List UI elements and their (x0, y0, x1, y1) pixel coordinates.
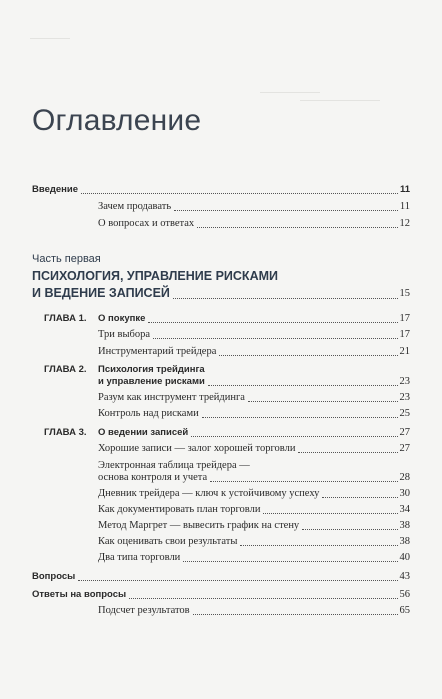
toc-item[interactable] (98, 488, 410, 500)
chapter-title-line2: и управление рисками (98, 376, 205, 387)
leader-dots (197, 227, 397, 228)
toc-chapter[interactable] (98, 427, 410, 439)
toc-item-label: Контроль над рисками (98, 408, 199, 419)
part-label: Часть первая (32, 253, 101, 265)
toc-questions[interactable] (32, 571, 410, 583)
toc-intro-label: Введение (32, 184, 79, 195)
toc-item-label: Метод Маргрет — вывесить график на стену (98, 520, 300, 531)
toc-item-label: О вопросах и ответах (98, 218, 195, 229)
toc-page: 17 (399, 329, 410, 340)
toc-page: 27 (399, 427, 410, 438)
toc-page: 25 (399, 408, 410, 419)
toc-page: 34 (399, 504, 410, 515)
part-title-line2: И ВЕДЕНИЕ ЗАПИСЕЙ (32, 286, 170, 300)
leader-dots (202, 417, 398, 418)
leader-dots (298, 452, 397, 453)
toc-item[interactable] (98, 472, 410, 484)
leader-dots (208, 385, 398, 386)
toc-item-label: Разум как инструмент трейдинга (98, 392, 245, 403)
toc-chapter[interactable] (98, 376, 410, 388)
toc-item[interactable] (98, 536, 410, 548)
toc-part[interactable] (32, 286, 410, 301)
chapter-title: О ведении записей (98, 427, 189, 438)
leader-dots (129, 598, 397, 599)
toc-page: 23 (399, 376, 410, 387)
toc-page: 28 (399, 472, 410, 483)
page-title: Оглавление (32, 104, 202, 137)
toc-item[interactable] (98, 605, 410, 617)
bleed-through (0, 0, 442, 110)
leader-dots (193, 614, 398, 615)
toc-page: 15 (399, 288, 410, 299)
toc-intro[interactable] (32, 184, 410, 196)
leader-dots (81, 193, 398, 194)
toc-page: 23 (399, 392, 410, 403)
chapter-label: ГЛАВА 1. (44, 313, 87, 324)
toc-item[interactable] (98, 346, 410, 358)
toc-item[interactable] (98, 443, 410, 455)
toc-page: 21 (399, 346, 410, 357)
part-title-line1: ПСИХОЛОГИЯ, УПРАВЛЕНИЕ РИСКАМИ (32, 269, 278, 283)
toc-item[interactable] (98, 392, 410, 404)
toc-answers[interactable] (32, 589, 410, 601)
leader-dots (240, 545, 397, 546)
toc-page: 38 (399, 520, 410, 531)
chapter-title-line1: Психология трейдинга (98, 364, 205, 375)
toc-item[interactable] (98, 218, 410, 230)
toc-page: 38 (399, 536, 410, 547)
leader-dots (219, 355, 397, 356)
toc-item-label: Как документировать план торговли (98, 504, 261, 515)
toc-item[interactable] (98, 504, 410, 516)
leader-dots (210, 481, 397, 482)
toc-item[interactable] (98, 201, 410, 213)
chapter-title: О покупке (98, 313, 146, 324)
toc-page: 43 (399, 571, 410, 582)
toc-item-label-line2: основа контроля и учета (98, 472, 208, 483)
toc-page: 12 (399, 218, 410, 229)
toc-item-label: Инструментарий трейдера (98, 346, 217, 357)
leader-dots (302, 529, 397, 530)
toc-page: 11 (399, 201, 410, 212)
toc-page: 17 (399, 313, 410, 324)
toc-page: 65 (399, 605, 410, 616)
leader-dots (78, 580, 397, 581)
leader-dots (148, 322, 397, 323)
leader-dots (173, 298, 398, 299)
toc-item-label: Подсчет результатов (98, 605, 190, 616)
toc-page: 56 (399, 589, 410, 600)
toc-item[interactable] (98, 329, 410, 341)
leader-dots (174, 210, 398, 211)
leader-dots (322, 497, 397, 498)
toc-item-label: Дневник трейдера — ключ к устойчивому успеху (98, 488, 320, 499)
leader-dots (191, 436, 397, 437)
toc-questions-label: Вопросы (32, 571, 76, 582)
toc-item-label: Два типа торговли (98, 552, 181, 563)
toc-chapter[interactable] (98, 313, 410, 325)
leader-dots (263, 513, 397, 514)
toc-page: 27 (399, 443, 410, 454)
chapter-label: ГЛАВА 2. (44, 364, 87, 375)
toc-item-label: Три выбора (98, 329, 151, 340)
toc-page: 30 (399, 488, 410, 499)
toc-answers-label: Ответы на вопросы (32, 589, 127, 600)
toc-item-label: Зачем продавать (98, 201, 172, 212)
toc-item[interactable] (98, 552, 410, 564)
toc-item-label: Как оценивать свои результаты (98, 536, 238, 547)
toc-item[interactable] (98, 408, 410, 420)
chapter-label: ГЛАВА 3. (44, 427, 87, 438)
toc-item[interactable] (98, 520, 410, 532)
toc-page: 40 (399, 552, 410, 563)
toc-item-label: Хорошие записи — залог хорошей торговли (98, 443, 296, 454)
leader-dots (153, 338, 397, 339)
toc-item-label-line1: Электронная таблица трейдера — (98, 460, 250, 471)
leader-dots (248, 401, 398, 402)
toc-page: 11 (399, 184, 410, 195)
leader-dots (183, 561, 397, 562)
